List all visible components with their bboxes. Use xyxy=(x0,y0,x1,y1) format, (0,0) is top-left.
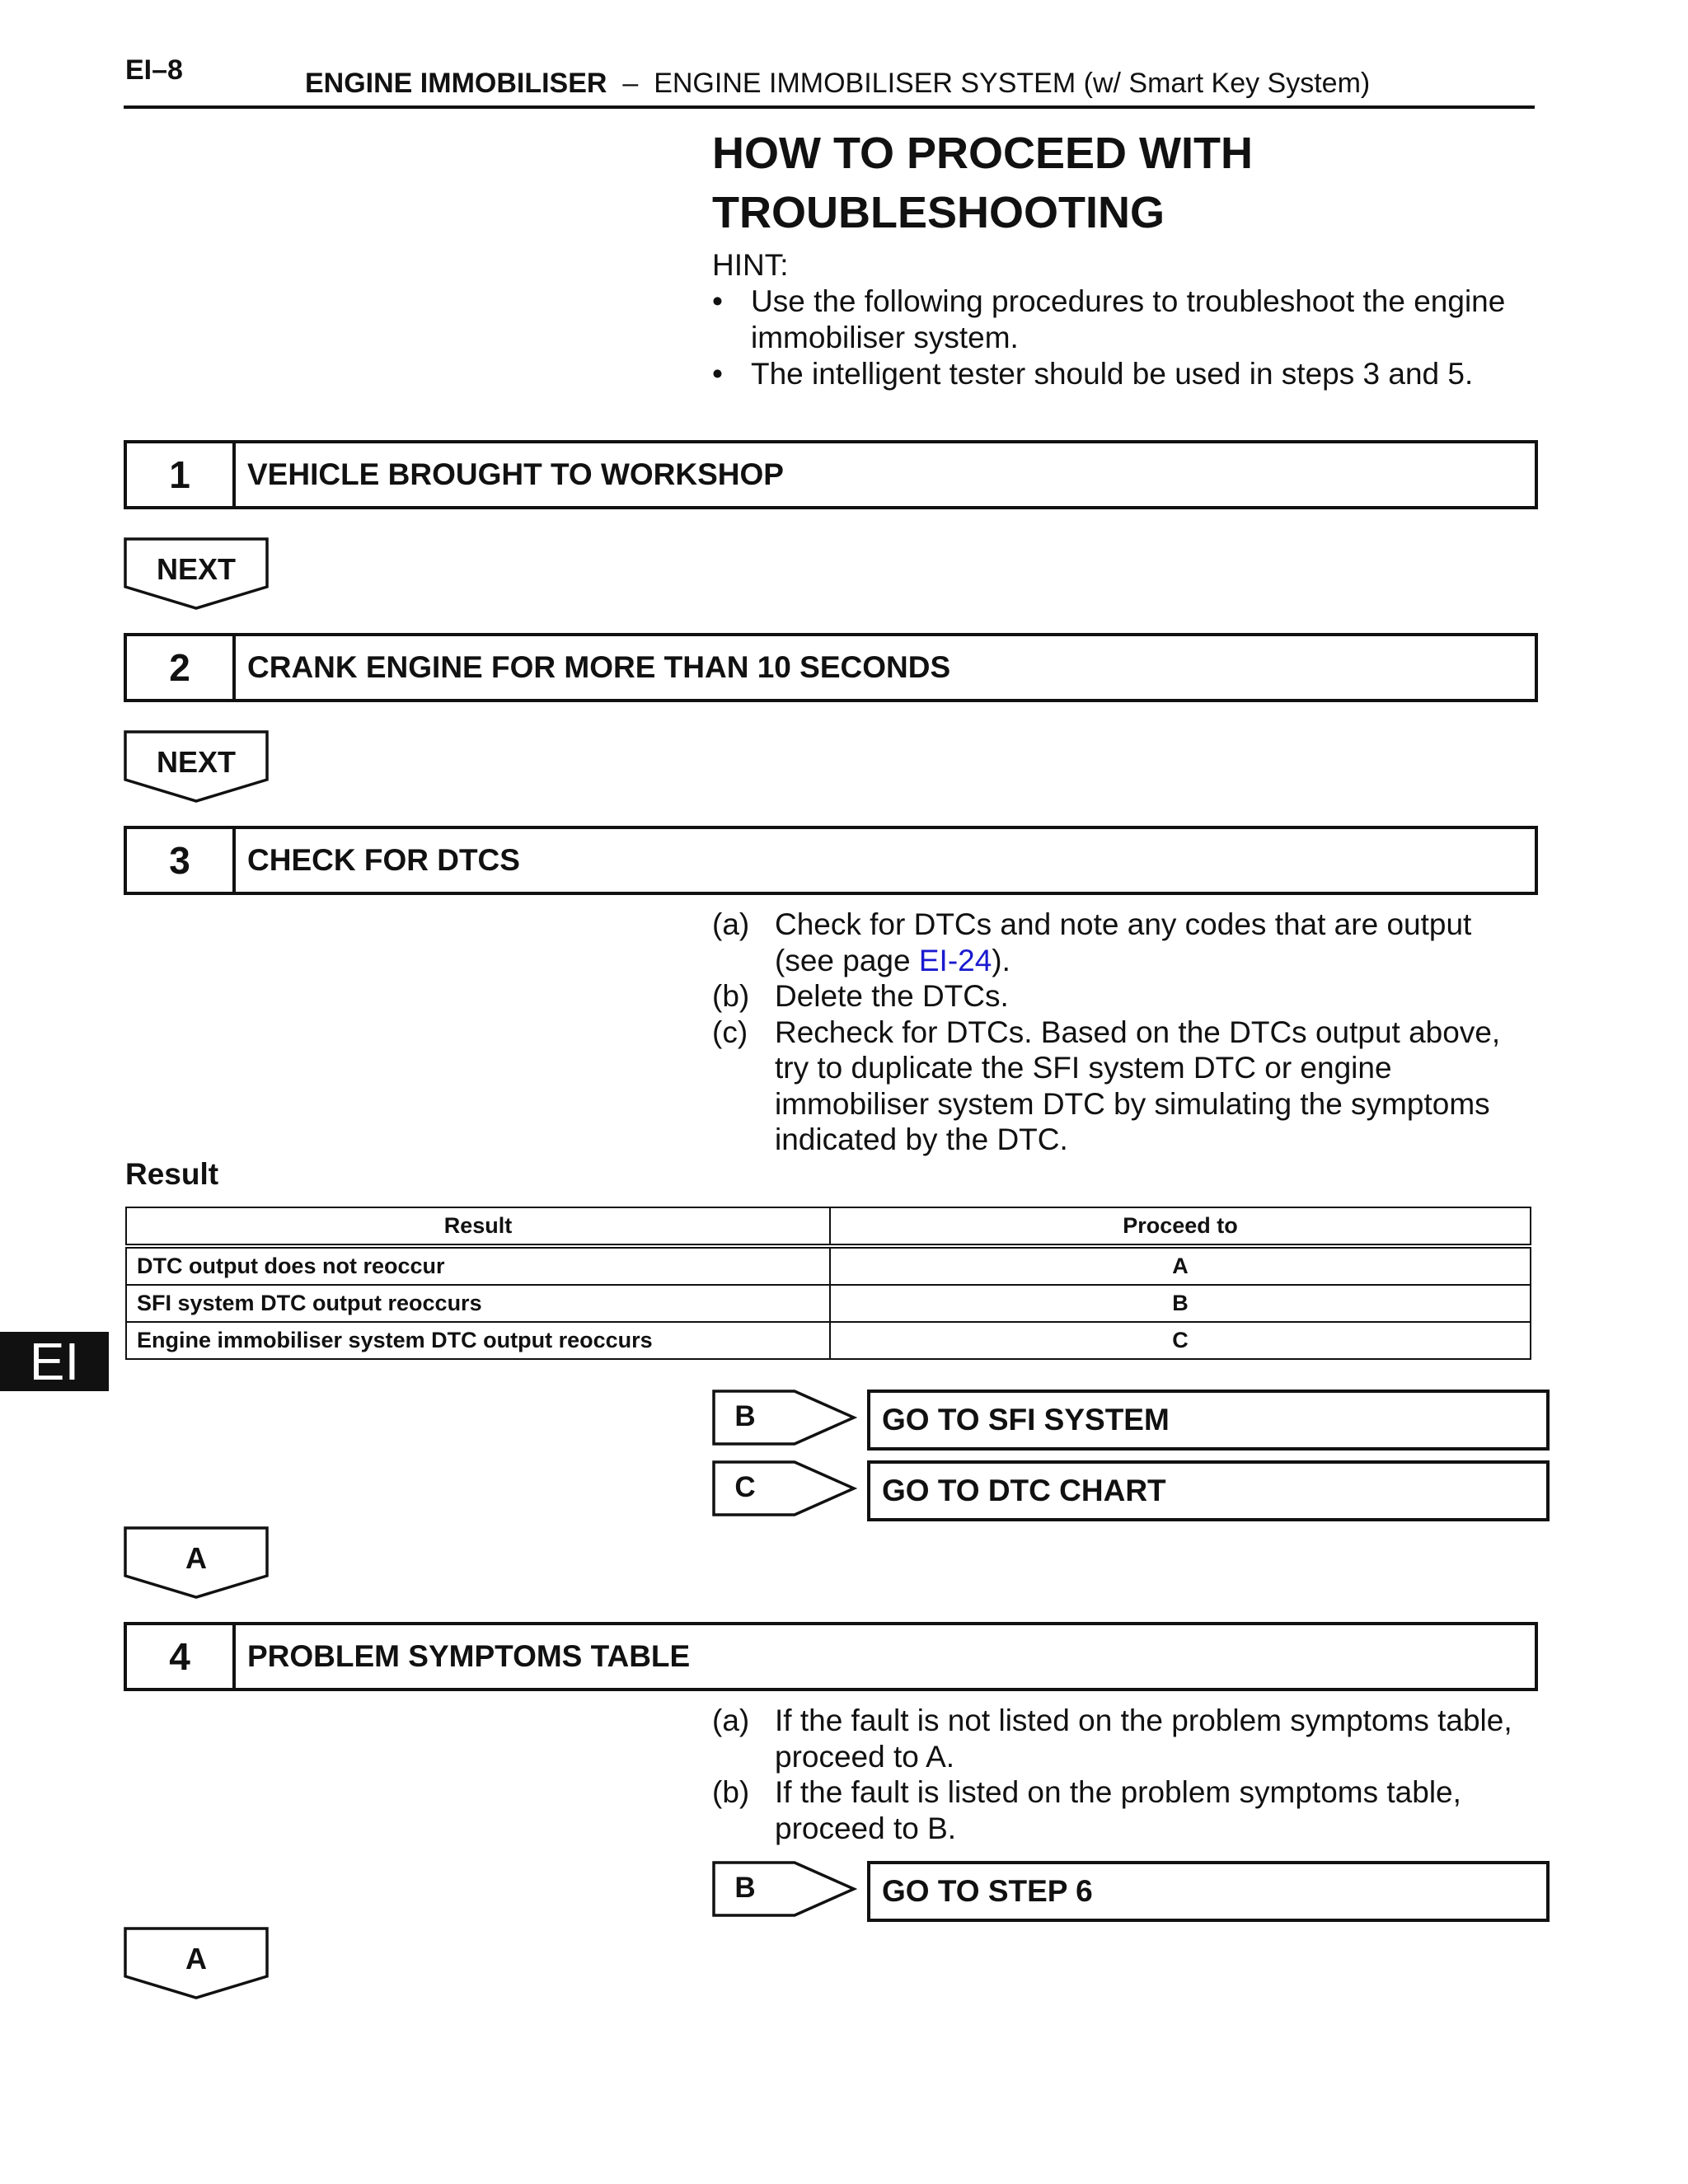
next-arrow-label: NEXT xyxy=(156,745,236,779)
page-number: EI–8 xyxy=(125,54,183,86)
procedure-text: Recheck for DTCs. Based on the DTCs output above, try to duplicate the SFI system DTC or engine immobiliser system DTC by simulating the symptoms indicated by the DTC. xyxy=(775,1015,1501,1156)
next-arrow xyxy=(124,537,269,612)
column-header: Proceed to xyxy=(830,1207,1531,1246)
step-label: VEHICLE BROUGHT TO WORKSHOP xyxy=(247,457,784,491)
procedure-item xyxy=(712,1015,1536,1158)
step-1-box xyxy=(124,440,1538,509)
hint-item-text: Use the following procedures to troubleshoot the engine immobiliser system. xyxy=(751,284,1506,354)
step-4-procedure xyxy=(712,1703,1536,1846)
hint-label: HINT: xyxy=(712,248,789,282)
result-table xyxy=(125,1207,1531,1360)
result-cell: DTC output does not reoccur xyxy=(126,1246,830,1285)
procedure-item xyxy=(712,907,1536,978)
procedure-item xyxy=(712,978,1536,1015)
page-link[interactable]: EI-24 xyxy=(918,943,992,977)
procedure-item xyxy=(712,1703,1536,1774)
result-cell: Engine immobiliser system DTC output reoccurs xyxy=(126,1322,830,1359)
a-arrow-label: A xyxy=(185,1541,207,1575)
procedure-text: Delete the DTCs. xyxy=(775,979,1009,1013)
procedure-tag: (a) xyxy=(712,1704,750,1737)
procedure-tag: (b) xyxy=(712,1775,750,1809)
goto-step-6[interactable]: GO TO STEP 6 xyxy=(867,1861,1550,1922)
procedure-item xyxy=(712,1774,1536,1846)
hint-list xyxy=(712,284,1536,392)
branch-b-step6 xyxy=(712,1861,1536,1922)
branch-letter: B xyxy=(734,1400,756,1432)
branch-letter: C xyxy=(734,1471,756,1503)
step-label: CRANK ENGINE FOR MORE THAN 10 SECONDS xyxy=(247,650,951,684)
next-arrow xyxy=(124,730,269,804)
hint-item xyxy=(712,356,1536,392)
header-section: ENGINE IMMOBILISER xyxy=(305,68,607,99)
result-heading: Result xyxy=(125,1157,219,1191)
bullet: • xyxy=(712,357,723,391)
branch-c-dtc xyxy=(712,1460,1536,1521)
table-row xyxy=(126,1322,1531,1359)
procedure-text: If the fault is listed on the problem symptoms table, proceed to B. xyxy=(775,1775,1461,1845)
branch-b-sfi xyxy=(712,1390,1536,1451)
title-line-1: HOW TO PROCEED WITH xyxy=(712,129,1253,178)
step-3-box xyxy=(124,826,1538,895)
bullet: • xyxy=(712,284,723,318)
proceed-cell: C xyxy=(830,1322,1531,1359)
header-rule xyxy=(124,105,1535,109)
step-3-procedure xyxy=(712,907,1536,1158)
header-subsection: ENGINE IMMOBILISER SYSTEM (w/ Smart Key System) xyxy=(654,68,1371,99)
step-label: CHECK FOR DTCS xyxy=(247,843,520,877)
next-arrow-label: NEXT xyxy=(156,552,236,586)
step-label: PROBLEM SYMPTOMS TABLE xyxy=(247,1639,691,1673)
procedure-text: If the fault is not listed on the problem symptoms table, proceed to A. xyxy=(775,1704,1512,1774)
header-separator: – xyxy=(622,68,639,99)
column-header: Result xyxy=(126,1207,830,1246)
goto-dtc-chart[interactable]: GO TO DTC CHART xyxy=(867,1460,1550,1521)
proceed-cell: B xyxy=(830,1285,1531,1322)
hint-block xyxy=(712,247,1536,392)
table-row xyxy=(126,1246,1531,1285)
step-number: 2 xyxy=(127,636,236,699)
goto-sfi-system[interactable]: GO TO SFI SYSTEM xyxy=(867,1390,1550,1451)
table-header-row xyxy=(126,1207,1531,1246)
a-arrow xyxy=(124,1526,269,1601)
a-arrow xyxy=(124,1927,269,2001)
step-number: 1 xyxy=(127,443,236,506)
procedure-tag: (a) xyxy=(712,907,750,941)
procedure-tag: (b) xyxy=(712,979,750,1013)
section-tab: EI xyxy=(0,1332,109,1391)
page-header xyxy=(305,68,1370,100)
hint-item xyxy=(712,284,1536,356)
hint-item-text: The intelligent tester should be used in steps 3 and 5. xyxy=(751,357,1474,391)
a-arrow-label: A xyxy=(185,1942,207,1975)
step-2-box xyxy=(124,633,1538,702)
step-4-box xyxy=(124,1622,1538,1691)
branch-letter: B xyxy=(734,1872,756,1904)
procedure-text-end: ). xyxy=(992,943,1010,977)
table-row xyxy=(126,1285,1531,1322)
step-number: 3 xyxy=(127,829,236,892)
page-title xyxy=(712,124,1536,242)
result-cell: SFI system DTC output reoccurs xyxy=(126,1285,830,1322)
procedure-tag: (c) xyxy=(712,1015,748,1049)
procedure-text: Check for DTCs and note any codes that are output (see page xyxy=(775,907,1472,977)
title-line-2: TROUBLESHOOTING xyxy=(712,188,1165,237)
proceed-cell: A xyxy=(830,1246,1531,1285)
step-number: 4 xyxy=(127,1625,236,1688)
